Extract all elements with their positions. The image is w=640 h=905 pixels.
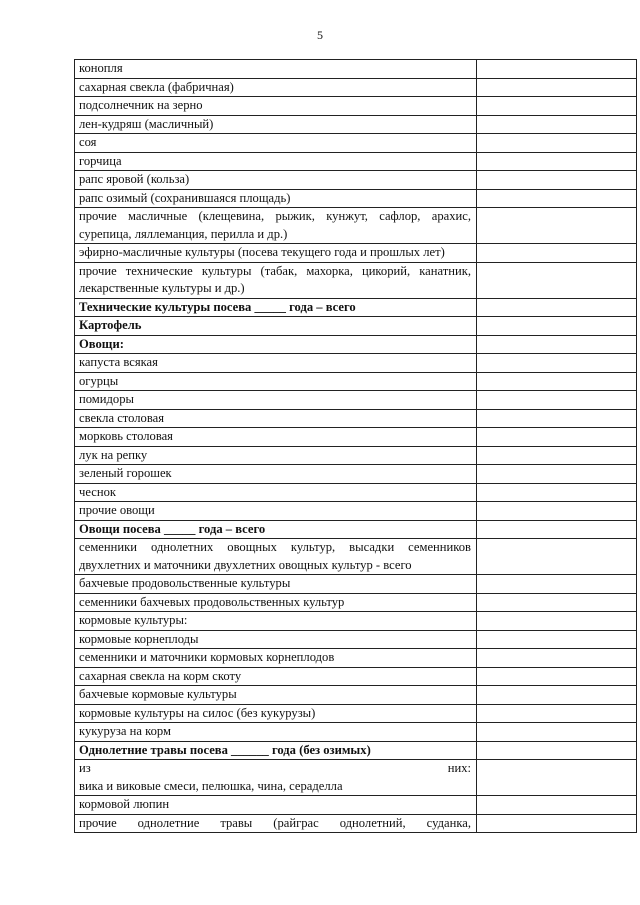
crop-name-cell: прочие овощи xyxy=(75,502,477,521)
value-cell xyxy=(477,391,637,410)
crop-name-line: вика и виковые смеси, пелюшка, чина, сераделла xyxy=(79,778,343,793)
table-row xyxy=(75,391,637,410)
page-number: 5 xyxy=(317,28,323,42)
table-row xyxy=(75,354,637,373)
table-row xyxy=(75,262,637,298)
value-cell xyxy=(477,97,637,116)
value-cell xyxy=(477,612,637,631)
value-cell xyxy=(477,741,637,760)
value-cell xyxy=(477,520,637,539)
crop-name-cell: кукуруза на корм xyxy=(75,723,477,742)
crop-name-cell: Овощи: xyxy=(75,335,477,354)
value-cell xyxy=(477,354,637,373)
crop-name-cell: капуста всякая xyxy=(75,354,477,373)
crop-name-cell: подсолнечник на зерно xyxy=(75,97,477,116)
value-cell xyxy=(477,667,637,686)
table-row xyxy=(75,152,637,171)
table-row xyxy=(75,189,637,208)
crop-name-cell: чеснок xyxy=(75,483,477,502)
table-row xyxy=(75,539,637,575)
table-row xyxy=(75,686,637,705)
table-row xyxy=(75,575,637,594)
table-row xyxy=(75,428,637,447)
value-cell xyxy=(477,78,637,97)
table-row xyxy=(75,208,637,244)
crop-name-cell: прочие масличные (клещевина, рыжик, кунжут, сафлор, арахис, сурепица, ляллеманция, перилла и др.) xyxy=(75,208,477,244)
crop-name-cell: кормовой люпин xyxy=(75,796,477,815)
value-cell xyxy=(477,502,637,521)
table-row xyxy=(75,409,637,428)
table-row xyxy=(75,244,637,263)
table-row xyxy=(75,741,637,760)
table-row xyxy=(75,372,637,391)
crop-name-cell: горчица xyxy=(75,152,477,171)
crop-name-cell xyxy=(75,760,477,796)
crop-name-cell: рапс яровой (кольза) xyxy=(75,171,477,190)
crop-name-cell: лен-кудряш (масличный) xyxy=(75,115,477,134)
crop-name-cell: семенники однолетних овощных культур, высадки семенников двухлетних и маточники двухлетних овощных культур - всего xyxy=(75,539,477,575)
value-cell xyxy=(477,593,637,612)
table-row xyxy=(75,446,637,465)
table-row xyxy=(75,298,637,317)
crop-name-cell: сахарная свекла (фабричная) xyxy=(75,78,477,97)
crop-name-cell: соя xyxy=(75,134,477,153)
table-row xyxy=(75,465,637,484)
value-cell xyxy=(477,335,637,354)
table-row xyxy=(75,483,637,502)
crop-name-cell: помидоры xyxy=(75,391,477,410)
value-cell xyxy=(477,409,637,428)
value-cell xyxy=(477,372,637,391)
table-row xyxy=(75,60,637,79)
value-cell xyxy=(477,760,637,796)
crop-name-cell: огурцы xyxy=(75,372,477,391)
crop-name-cell: Картофель xyxy=(75,317,477,336)
table-row xyxy=(75,115,637,134)
table-row xyxy=(75,97,637,116)
crop-name-cell: свекла столовая xyxy=(75,409,477,428)
crop-name-cell: кормовые культуры: xyxy=(75,612,477,631)
table-row xyxy=(75,667,637,686)
crop-name-cell: конопля xyxy=(75,60,477,79)
table-row xyxy=(75,317,637,336)
crop-name-cell: зеленый горошек xyxy=(75,465,477,484)
crop-name-cell: рапс озимый (сохранившаяся площадь) xyxy=(75,189,477,208)
crop-name-cell: лук на репку xyxy=(75,446,477,465)
crop-name-cell: прочие технические культуры (табак, махорка, цикорий, канатник, лекарственные культуры и др.) xyxy=(75,262,477,298)
table-row xyxy=(75,612,637,631)
value-cell xyxy=(477,189,637,208)
crop-name-cell: сахарная свекла на корм скоту xyxy=(75,667,477,686)
value-cell xyxy=(477,704,637,723)
crop-name-cell: прочие однолетние травы (райграс однолетний, суданка, xyxy=(75,814,477,833)
value-cell xyxy=(477,575,637,594)
crop-name-cell: семенники и маточники кормовых корнеплодов xyxy=(75,649,477,668)
crop-name-cell: бахчевые кормовые культуры xyxy=(75,686,477,705)
value-cell xyxy=(477,208,637,244)
value-cell xyxy=(477,465,637,484)
table-row xyxy=(75,335,637,354)
table-row xyxy=(75,760,637,796)
table-row xyxy=(75,520,637,539)
table-row xyxy=(75,649,637,668)
crop-table xyxy=(74,59,637,833)
value-cell xyxy=(477,796,637,815)
table-row xyxy=(75,502,637,521)
crop-name-cell: Овощи посева _____ года – всего xyxy=(75,520,477,539)
table-row xyxy=(75,814,637,833)
crop-name-cell: кормовые корнеплоды xyxy=(75,630,477,649)
table-row xyxy=(75,593,637,612)
value-cell xyxy=(477,539,637,575)
crop-name-line: из них: xyxy=(79,761,471,775)
value-cell xyxy=(477,723,637,742)
crop-name-cell: бахчевые продовольственные культуры xyxy=(75,575,477,594)
value-cell xyxy=(477,428,637,447)
value-cell xyxy=(477,814,637,833)
value-cell xyxy=(477,152,637,171)
table-row xyxy=(75,171,637,190)
value-cell xyxy=(477,115,637,134)
crop-name-cell: кормовые культуры на силос (без кукурузы) xyxy=(75,704,477,723)
value-cell xyxy=(477,483,637,502)
crop-name-cell: семенники бахчевых продовольственных культур xyxy=(75,593,477,612)
table-row xyxy=(75,78,637,97)
crop-name-cell: эфирно-масличные культуры (посева текущего года и прошлых лет) xyxy=(75,244,477,263)
crop-name-cell: Технические культуры посева _____ года – всего xyxy=(75,298,477,317)
value-cell xyxy=(477,60,637,79)
value-cell xyxy=(477,134,637,153)
value-cell xyxy=(477,686,637,705)
table-row xyxy=(75,723,637,742)
value-cell xyxy=(477,446,637,465)
crop-name-cell: Однолетние травы посева ______ года (без озимых) xyxy=(75,741,477,760)
value-cell xyxy=(477,317,637,336)
value-cell xyxy=(477,298,637,317)
value-cell xyxy=(477,630,637,649)
value-cell xyxy=(477,262,637,298)
table-row xyxy=(75,134,637,153)
value-cell xyxy=(477,171,637,190)
crop-name-cell: морковь столовая xyxy=(75,428,477,447)
crop-table-body xyxy=(75,60,637,833)
table-row xyxy=(75,796,637,815)
value-cell xyxy=(477,244,637,263)
table-row xyxy=(75,704,637,723)
table-row xyxy=(75,630,637,649)
value-cell xyxy=(477,649,637,668)
